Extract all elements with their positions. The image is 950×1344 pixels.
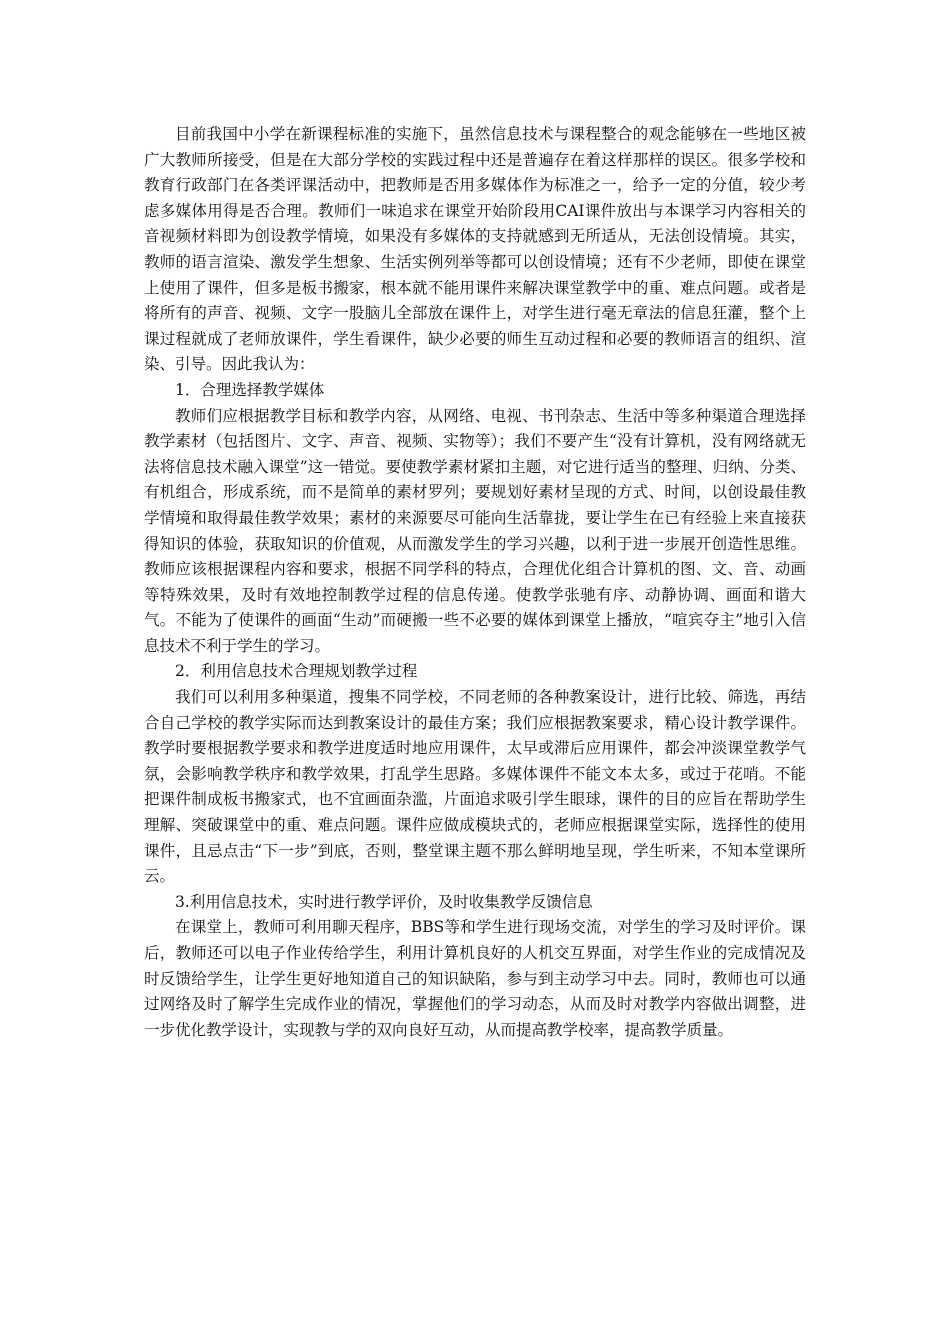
section-heading-3: 3.利用信息技术，实时进行教学评价，及时收集教学反馈信息 [175,892,593,911]
paragraph-section-3: 在课堂上，教师可利用聊天程序，BBS等和学生进行现场交流，对学生的学习及时评价。课后，教师还可以电子作业传给学生，利用计算机良好的人机交互界面，对学生作业的完成情况及时反馈给学生，让学生更好地知道自己的知识缺陷，参与到主动学习中去。同时，教师也可以通过网络及时了解学生完成作业的情况，掌握他们的学习动态，从而及时对教学内容做出调整，进一步优化教学设计，实现教与学的双向良好互动，从而提高教学校率，提高教学质量。 [144,918,806,1039]
paragraph-section-2: 我们可以利用多种渠道，搜集不同学校，不同老师的各种教案设计，进行比较、筛选，再结合自己学校的教学实际而达到教案设计的最佳方案；我们应根据教案要求，精心设计教学课件。教学时要根据教学要求和教学进度适时地应用课件，太早或滞后应用课件，都会冲淡课堂教学气氛，会影响教学秩序和教学效果，打乱学生思路。多媒体课件不能文本太多，或过于花哨。不能把课件制成板书搬家式，也不宜画面杂滥，片面追求吸引学生眼球，课件的目的应旨在帮助学生理解、突破课堂中的重、难点问题。课件应做成模块式的，老师应根据课堂实际，选择性的使用课件，且忌点击“下一步”到底，否则，整堂课主题不那么鲜明地呈现，学生听来，不知本堂课所云。 [144,688,806,886]
section-heading-1: 1．合理选择教学媒体 [175,380,325,399]
paragraph-section-1: 教师们应根据教学目标和教学内容，从网络、电视、书刊杂志、生活中等多种渠道合理选择教学素材（包括图片、文字、声音、视频、实物等）；我们不要产生“没有计算机，没有网络就无法将信息技术融入课堂”这一错觉。要使教学素材紧扣主题，对它进行适当的整理、归纳、分类、有机组合，形成系统，而不是简单的素材罗列；要规划好素材呈现的方式、时间，以创设最佳教学情境和取得最佳教学效果；素材的来源要尽可能向生活靠拢，要让学生在已有经验上来直接获得知识的体验，获取知识的价值观，从而激发学生的学习兴趣，以利于进一步展开创造性思维。教师应该根据课程内容和要求，根据不同学科的特点，合理优化组合计算机的图、文、音、动画等特殊效果，及时有效地控制教学过程的信息传递。使教学张驰有序、动静协调、画面和谐大气。不能为了使课件的画面“生动”而硬搬一些不必要的媒体到课堂上播放，“喧宾夺主”地引入信息技术不利于学生的学习。 [144,406,806,655]
paragraph-intro: 目前我国中小学在新课程标准的实施下，虽然信息技术与课程整合的观念能够在一些地区被广大教师所接受，但是在大部分学校的实践过程中还是普遍存在着这样那样的误区。很多学校和教育行政部门在各类评课活动中，把教师是否用多媒体作为标准之一，给予一定的分值，较少考虑多媒体用得是否合理。教师们一味追求在课堂开始阶段用CAI课件放出与本课学习内容相关的音视频材料即为创设教学情境，如果没有多媒体的支持就感到无所适从，无法创设情境。其实，教师的语言渲染、激发学生想象、生活实例列举等都可以创设情境；还有不少老师，即使在课堂上使用了课件，但多是板书搬家，根本就不能用课件来解决课堂教学中的重、难点问题。或者是将所有的声音、视频、文字一股脑儿全部放在课件上，对学生进行毫无章法的信息狂灌，整个上课过程就成了老师放课件，学生看课件，缺少必要的师生互动过程和必要的教师语言的组织、渲染、引导。因此我认为： [144,125,806,374]
document-body [144,122,806,1043]
section-heading-2: 2．利用信息技术合理规划教学过程 [175,662,418,681]
